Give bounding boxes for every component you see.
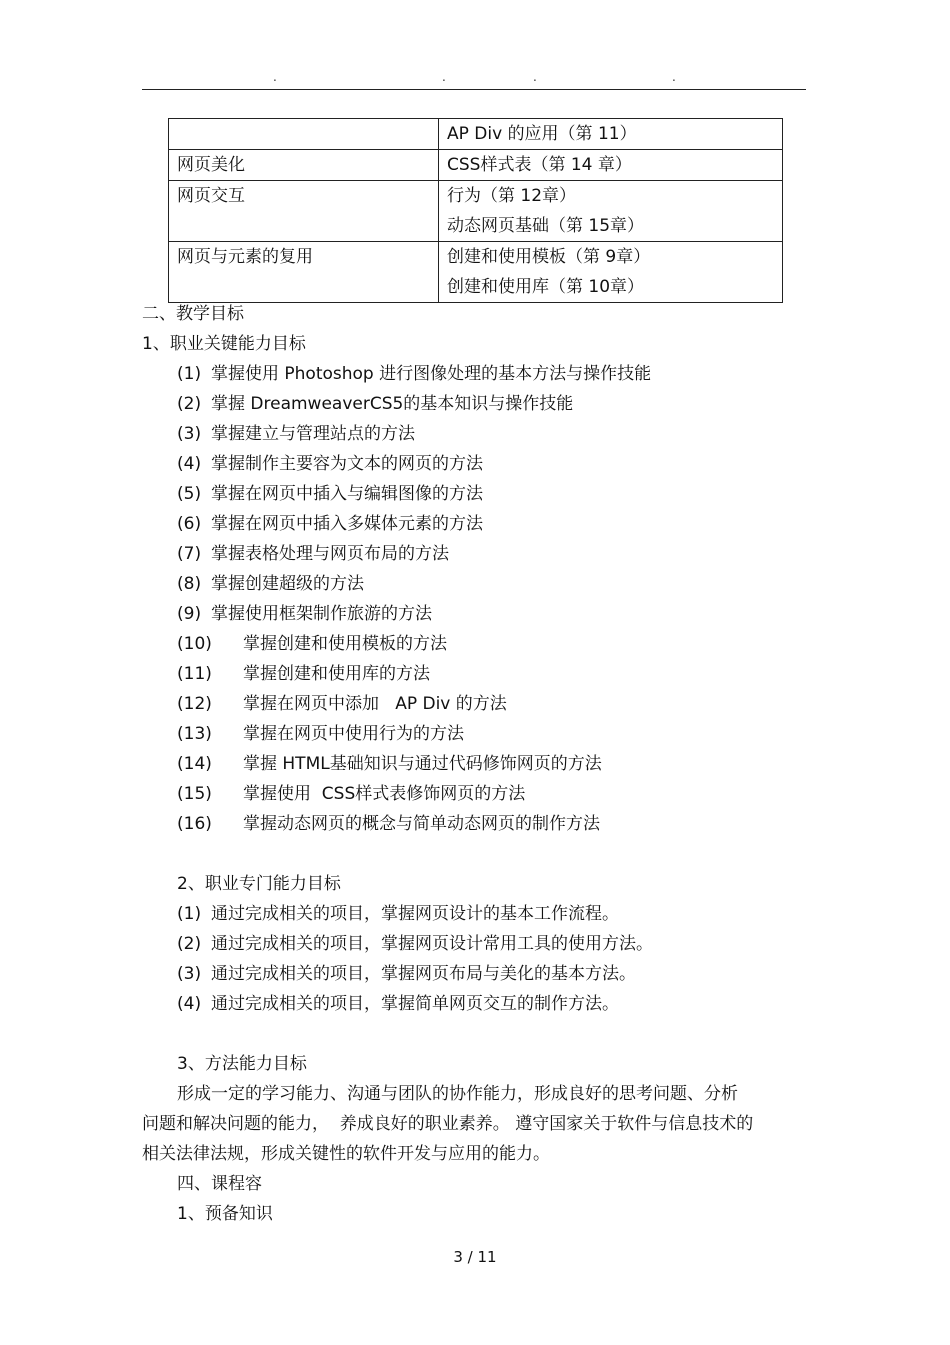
list-item: [142, 599, 806, 629]
table-cell-topic: 网页交互: [169, 181, 439, 242]
chapter-entry: 创建和使用模板（第 9章）: [447, 247, 651, 267]
subsection-heading: 2、职业专门能力目标: [177, 874, 341, 894]
item-text: 掌握在网页中使用行为的方法: [243, 724, 464, 744]
list-item: [142, 899, 806, 929]
table-row: [169, 119, 783, 150]
main-content: [142, 299, 806, 1229]
section-heading: 四、课程容: [177, 1174, 262, 1194]
item-text: 掌握创建和使用库的方法: [243, 664, 430, 684]
item-number: (5): [177, 484, 202, 504]
item-text: 掌握创建超级的方法: [211, 574, 364, 594]
spacer: [142, 839, 806, 869]
table-cell-topic: 网页美化: [169, 150, 439, 181]
table-cell-chapters: [439, 119, 783, 150]
chapter-entry: 动态网页基础（第 15章）: [447, 216, 645, 236]
chapter-entry: 行为（第 12章）: [447, 186, 577, 206]
item-text: 通过完成相关的项目，掌握网页设计常用工具的使用方法。: [211, 934, 653, 954]
item-text: 通过完成相关的项目，掌握简单网页交互的制作方法。: [211, 994, 619, 1014]
item-number: (16): [177, 814, 212, 834]
subsection-heading: 1、预备知识: [177, 1204, 273, 1224]
list-item: [142, 719, 806, 749]
subsection-heading: 3、方法能力目标: [177, 1054, 307, 1074]
item-text: 掌握 HTML基础知识与通过代码修饰网页的方法: [243, 754, 602, 774]
item-text: 掌握在网页中添加 AP Div 的方法: [243, 694, 507, 714]
item-number: (2): [177, 394, 202, 414]
table-cell-chapters: [439, 181, 783, 242]
list-item: [142, 539, 806, 569]
table-row: [169, 150, 783, 181]
subsection-heading: 1、职业关键能力目标: [142, 334, 306, 354]
item-number: (15): [177, 784, 212, 804]
chapter-entry: CSS样式表（第 14 章）: [447, 155, 632, 175]
table-row: [169, 242, 783, 303]
list-item: [142, 989, 806, 1019]
list-item: [142, 359, 806, 389]
item-number: (7): [177, 544, 202, 564]
item-number: (3): [177, 964, 202, 984]
list-item: [142, 959, 806, 989]
item-number: (14): [177, 754, 212, 774]
item-number: (6): [177, 514, 202, 534]
list-item: [142, 389, 806, 419]
header-dot: .: [442, 70, 446, 84]
paragraph-line: 问题和解决问题的能力， 养成良好的职业素养。 遵守国家关于软件与信息技术的: [142, 1114, 754, 1134]
header-dot: .: [273, 70, 277, 84]
list-item: [142, 659, 806, 689]
item-number: (4): [177, 454, 202, 474]
paragraph-line: 相关法律法规，形成关键性的软件开发与应用的能力。: [142, 1144, 550, 1164]
header-rule: [142, 89, 806, 90]
item-number: (8): [177, 574, 202, 594]
header-dot: .: [533, 70, 537, 84]
item-number: (9): [177, 604, 202, 624]
item-text: 掌握 DreamweaverCS5的基本知识与操作技能: [211, 394, 574, 414]
item-number: (2): [177, 934, 202, 954]
page-number: 3 / 11: [453, 1248, 497, 1266]
item-number: (11): [177, 664, 212, 684]
item-text: 掌握在网页中插入与编辑图像的方法: [211, 484, 483, 504]
item-text: 掌握建立与管理站点的方法: [211, 424, 415, 444]
list-item: [142, 419, 806, 449]
item-text: 掌握在网页中插入多媒体元素的方法: [211, 514, 483, 534]
list-item: [142, 779, 806, 809]
item-number: (1): [177, 904, 202, 924]
item-number: (13): [177, 724, 212, 744]
list-item: [142, 569, 806, 599]
table-row: [169, 181, 783, 242]
list-item: [142, 479, 806, 509]
item-number: (4): [177, 994, 202, 1014]
item-text: 掌握制作主要容为文本的网页的方法: [211, 454, 483, 474]
list-item: [142, 929, 806, 959]
table-cell-topic: [169, 119, 439, 150]
item-text: 通过完成相关的项目，掌握网页设计的基本工作流程。: [211, 904, 619, 924]
list-item: [142, 449, 806, 479]
table-cell-chapters: [439, 242, 783, 303]
list-item: [142, 749, 806, 779]
list-item: [142, 809, 806, 839]
item-text: 掌握创建和使用模板的方法: [243, 634, 447, 654]
item-text: 掌握表格处理与网页布局的方法: [211, 544, 449, 564]
table-cell-topic: 网页与元素的复用: [169, 242, 439, 303]
list-item: [142, 629, 806, 659]
page-header: [142, 70, 806, 88]
item-text: 掌握动态网页的概念与简单动态网页的制作方法: [243, 814, 600, 834]
item-text: 通过完成相关的项目，掌握网页布局与美化的基本方法。: [211, 964, 636, 984]
header-dot: .: [672, 70, 676, 84]
list-item: [142, 689, 806, 719]
chapter-entry: AP Div 的应用（第 11）: [447, 124, 637, 144]
paragraph-line: 形成一定的学习能力、沟通与团队的协作能力，形成良好的思考问题、分析: [177, 1084, 738, 1104]
section-heading: 二、教学目标: [142, 304, 244, 324]
topic-table: [168, 118, 783, 303]
item-number: (1): [177, 364, 202, 384]
item-number: (3): [177, 424, 202, 444]
spacer: [142, 1019, 806, 1049]
table-cell-chapters: [439, 150, 783, 181]
item-text: 掌握使用框架制作旅游的方法: [211, 604, 432, 624]
list-item: [142, 509, 806, 539]
item-text: 掌握使用 CSS样式表修饰网页的方法: [243, 784, 526, 804]
item-number: (10): [177, 634, 212, 654]
item-text: 掌握使用 Photoshop 进行图像处理的基本方法与操作技能: [211, 364, 652, 384]
item-number: (12): [177, 694, 212, 714]
chapter-entry: 创建和使用库（第 10章）: [447, 277, 645, 297]
